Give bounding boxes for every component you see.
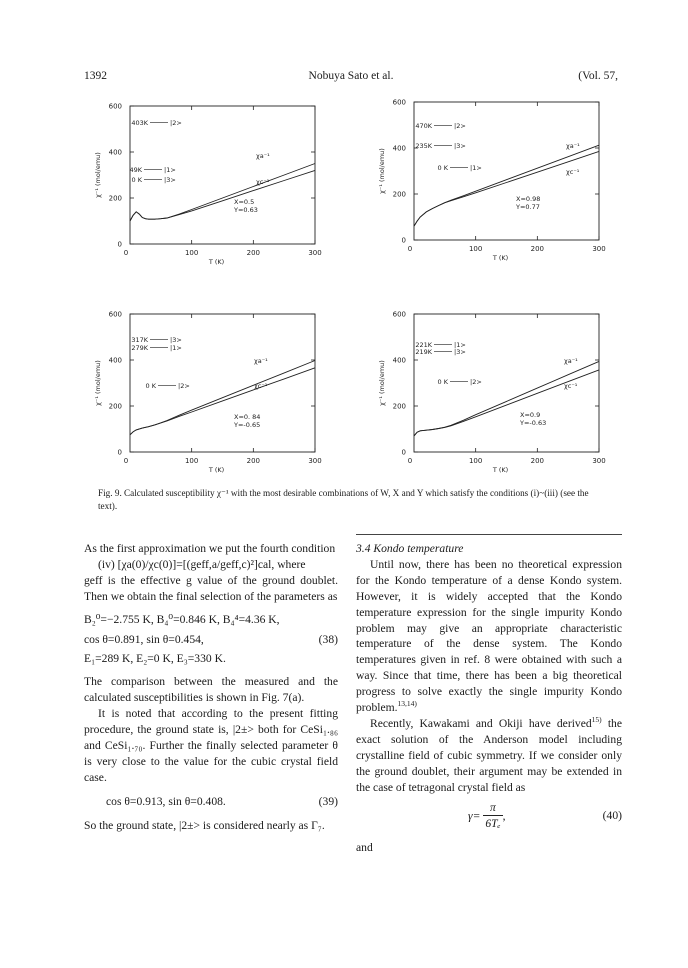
citation: 15) bbox=[591, 715, 602, 725]
figure-panel-top-left bbox=[84, 92, 339, 272]
level-state-label: |1> bbox=[454, 341, 466, 349]
y-axis-label: χ⁻¹ (mol/emu) bbox=[378, 360, 386, 406]
x-tick-label: 200 bbox=[530, 245, 545, 253]
level-energy-label: 221K bbox=[415, 341, 432, 349]
equation-40-number: (40) bbox=[602, 808, 622, 822]
x-axis-label: T (K) bbox=[208, 466, 225, 474]
param-x-label: X=0. 84 bbox=[234, 413, 261, 421]
curve-label-chi-c: χc⁻¹ bbox=[566, 168, 580, 176]
param-y-label: Y=-0.63 bbox=[520, 419, 547, 427]
equation-38-line-3: E₁=289 K, E₂=0 K, E₃=330 K. bbox=[84, 652, 226, 666]
x-tick-label: 100 bbox=[468, 457, 483, 465]
param-y-label: Y=0.77 bbox=[516, 203, 540, 211]
plot-frame bbox=[130, 314, 315, 452]
level-state-label: |2> bbox=[454, 122, 466, 130]
right-column bbox=[356, 541, 622, 855]
y-axis-label: χ⁻¹ (mol/emu) bbox=[94, 152, 102, 198]
y-tick-label: 400 bbox=[108, 148, 122, 157]
level-energy-label: 470K bbox=[415, 122, 432, 130]
x-tick-label: 300 bbox=[592, 457, 606, 465]
paragraph-text: Recently, Kawakami and Okiji have derived bbox=[370, 716, 592, 730]
curve-label-chi-a: χa⁻¹ bbox=[566, 142, 580, 150]
figure-panel-top-right bbox=[368, 88, 623, 272]
paragraph: It is noted that according to the present fitting procedure, the ground state is, |2±> both for CeSi₁.₈₆ and CeSi₁.₇₀. Further the finally selected parameter θ is very close to the value for the cubic crystal field case. bbox=[84, 707, 338, 784]
x-tick-label: 0 bbox=[123, 249, 129, 257]
level-energy-label: 49K bbox=[129, 166, 142, 174]
y-tick-label: 200 bbox=[108, 402, 122, 411]
running-authors: Nobuya Sato et al. bbox=[308, 70, 394, 82]
series-line-1 bbox=[130, 170, 315, 221]
level-state-label: |2> bbox=[178, 382, 190, 390]
param-x-label: X=0.98 bbox=[516, 195, 541, 203]
y-axis-label: χ⁻¹ (mol/emu) bbox=[94, 360, 102, 406]
figure-panel-bottom-right bbox=[368, 300, 623, 480]
series-line-0 bbox=[414, 145, 599, 226]
condition-iv: (iv) [χa(0)/χc(0)]=[(geff,a/geff,c)²]cal, where bbox=[98, 557, 306, 571]
x-tick-label: 0 bbox=[407, 457, 413, 465]
y-axis-label: χ⁻¹ (mol/emu) bbox=[378, 148, 386, 194]
level-state-label: |3> bbox=[454, 142, 466, 150]
paragraph: As the first approximation we put the fourth condition bbox=[84, 542, 336, 555]
equation-40-numerator: π bbox=[483, 800, 502, 817]
level-energy-label: 0 K bbox=[437, 378, 448, 386]
x-tick-label: 200 bbox=[246, 249, 261, 257]
curve-label-chi-a: χa⁻¹ bbox=[256, 152, 270, 160]
equation-38-line-1: B₂⁰=−2.755 K, B₄⁰=0.846 K, B₄⁴=4.36 K, bbox=[84, 612, 280, 626]
x-tick-label: 100 bbox=[184, 457, 199, 465]
x-tick-label: 300 bbox=[308, 249, 322, 257]
level-state-label: |1> bbox=[470, 164, 482, 172]
y-tick-label: 600 bbox=[392, 310, 406, 319]
susceptibility-plot bbox=[84, 92, 339, 272]
paragraph bbox=[356, 557, 622, 716]
equation-39-text: cos θ=0.913, sin θ=0.408. bbox=[106, 794, 226, 808]
x-axis-label: T (K) bbox=[208, 258, 225, 266]
y-tick-label: 600 bbox=[392, 98, 406, 107]
y-tick-label: 400 bbox=[108, 356, 122, 365]
x-tick-label: 100 bbox=[468, 245, 483, 253]
level-energy-label: 317K bbox=[131, 336, 148, 344]
equation-38-text: cos θ=0.891, sin θ=0.454, bbox=[84, 632, 204, 646]
level-state-label: |1> bbox=[170, 344, 182, 352]
y-tick-label: 0 bbox=[401, 236, 406, 245]
y-tick-label: 600 bbox=[108, 102, 122, 111]
param-y-label: Y=-0.65 bbox=[234, 421, 261, 429]
susceptibility-plot bbox=[368, 88, 623, 268]
y-tick-label: 200 bbox=[392, 190, 406, 199]
x-tick-label: 300 bbox=[592, 245, 606, 253]
level-energy-label: 235K bbox=[415, 142, 432, 150]
equation-38-number: (38) bbox=[318, 632, 338, 646]
paragraph-text: Until now, there has been no theoretical expression for the Kondo temperature of a dense Kondo system. However, it is widely accepted that the Kondo temperature expression for the single impurity Kondo problem may give an appropriate characteristic temperature of the dense system. The Kondo temperatures given in ref. 8 were obtained with such a way. Since that time, there has been a big theoretical progress to solve exactly the single impurity Kondo problem. bbox=[356, 557, 622, 715]
curve-label-chi-c: χc⁻¹ bbox=[256, 178, 270, 186]
y-tick-label: 200 bbox=[392, 402, 406, 411]
param-y-label: Y=0.63 bbox=[234, 206, 258, 214]
volume-label: (Vol. 57, bbox=[578, 70, 618, 82]
caption-body: Calculated susceptibility χ⁻¹ with the most desirable combinations of W, X and Y which satisfy the conditions (i)~(iii) (see the text). bbox=[98, 488, 589, 511]
level-state-label: |2> bbox=[170, 119, 182, 127]
level-state-label: |1> bbox=[164, 166, 176, 174]
level-state-label: |2> bbox=[470, 378, 482, 386]
paragraph bbox=[356, 716, 622, 796]
y-tick-label: 200 bbox=[108, 194, 122, 203]
susceptibility-plot bbox=[84, 300, 339, 480]
level-energy-label: 279K bbox=[131, 344, 148, 352]
y-tick-label: 0 bbox=[117, 240, 122, 249]
column-rule bbox=[356, 534, 622, 535]
x-tick-label: 100 bbox=[184, 249, 199, 257]
x-tick-label: 200 bbox=[530, 457, 545, 465]
equation-39-number: (39) bbox=[318, 794, 338, 808]
level-energy-label: 219K bbox=[415, 348, 432, 356]
level-state-label: |3> bbox=[454, 348, 466, 356]
series-line-0 bbox=[414, 361, 599, 436]
equation-39 bbox=[84, 794, 338, 810]
level-energy-label: 0 K bbox=[131, 176, 142, 184]
citation: 13,14) bbox=[397, 699, 417, 709]
paragraph-text: the exact solution of the Anderson model including crystalline field of cubic symmetry. If we consider only the ground doublet, their argument may be extended in the case of tetragonal crystal field as bbox=[356, 716, 622, 794]
x-tick-label: 200 bbox=[246, 457, 261, 465]
left-column bbox=[84, 541, 338, 834]
series-line-0 bbox=[130, 164, 315, 222]
series-line-1 bbox=[414, 151, 599, 226]
figure-caption bbox=[98, 487, 608, 513]
y-tick-label: 600 bbox=[108, 310, 122, 319]
x-axis-label: T (K) bbox=[492, 466, 509, 474]
level-state-label: |3> bbox=[164, 176, 176, 184]
x-axis-label: T (K) bbox=[492, 254, 509, 262]
paragraph: The comparison between the measured and the calculated susceptibilities is shown in Fig. 7(a). bbox=[84, 675, 338, 705]
equation-40-tail: , bbox=[502, 808, 506, 822]
plot-frame bbox=[130, 106, 315, 244]
equation-40-fraction bbox=[483, 800, 502, 833]
susceptibility-plot bbox=[368, 300, 623, 480]
level-energy-label: 0 K bbox=[437, 164, 448, 172]
curve-label-chi-a: χa⁻¹ bbox=[254, 357, 268, 365]
param-x-label: X=0.5 bbox=[234, 198, 255, 206]
page-number: 1392 bbox=[84, 70, 107, 82]
curve-label-chi-c: χc⁻¹ bbox=[564, 382, 578, 390]
curve-label-chi-c: χc⁻¹ bbox=[254, 382, 268, 390]
level-state-label: |3> bbox=[170, 336, 182, 344]
paragraph: and bbox=[356, 840, 373, 854]
level-energy-label: 0 K bbox=[145, 382, 156, 390]
section-heading: 3.4 Kondo temperature bbox=[356, 542, 464, 555]
level-energy-label: 403K bbox=[131, 119, 148, 127]
caption-lead: Fig. 9. bbox=[98, 488, 122, 498]
curve-label-chi-a: χa⁻¹ bbox=[564, 357, 578, 365]
paragraph: geff is the effective g value of the ground doublet. Then we obtain the final selection of the parameters as bbox=[84, 573, 338, 603]
y-tick-label: 400 bbox=[392, 356, 406, 365]
x-tick-label: 0 bbox=[123, 457, 129, 465]
y-tick-label: 0 bbox=[117, 448, 122, 457]
running-header bbox=[84, 70, 618, 86]
equation-40-denominator: 6Tₑ bbox=[485, 817, 501, 831]
equation-40 bbox=[356, 800, 622, 834]
paragraph: So the ground state, |2±> is considered nearly as Γ₇. bbox=[84, 818, 325, 832]
figure-panel-bottom-left bbox=[84, 300, 339, 480]
equation-40-lhs: γ= bbox=[468, 808, 481, 822]
x-tick-label: 0 bbox=[407, 245, 413, 253]
equation-38-line-2 bbox=[84, 632, 338, 648]
y-tick-label: 400 bbox=[392, 144, 406, 153]
series-line-1 bbox=[130, 368, 315, 435]
x-tick-label: 300 bbox=[308, 457, 322, 465]
y-tick-label: 0 bbox=[401, 448, 406, 457]
param-x-label: X=0.9 bbox=[520, 411, 541, 419]
